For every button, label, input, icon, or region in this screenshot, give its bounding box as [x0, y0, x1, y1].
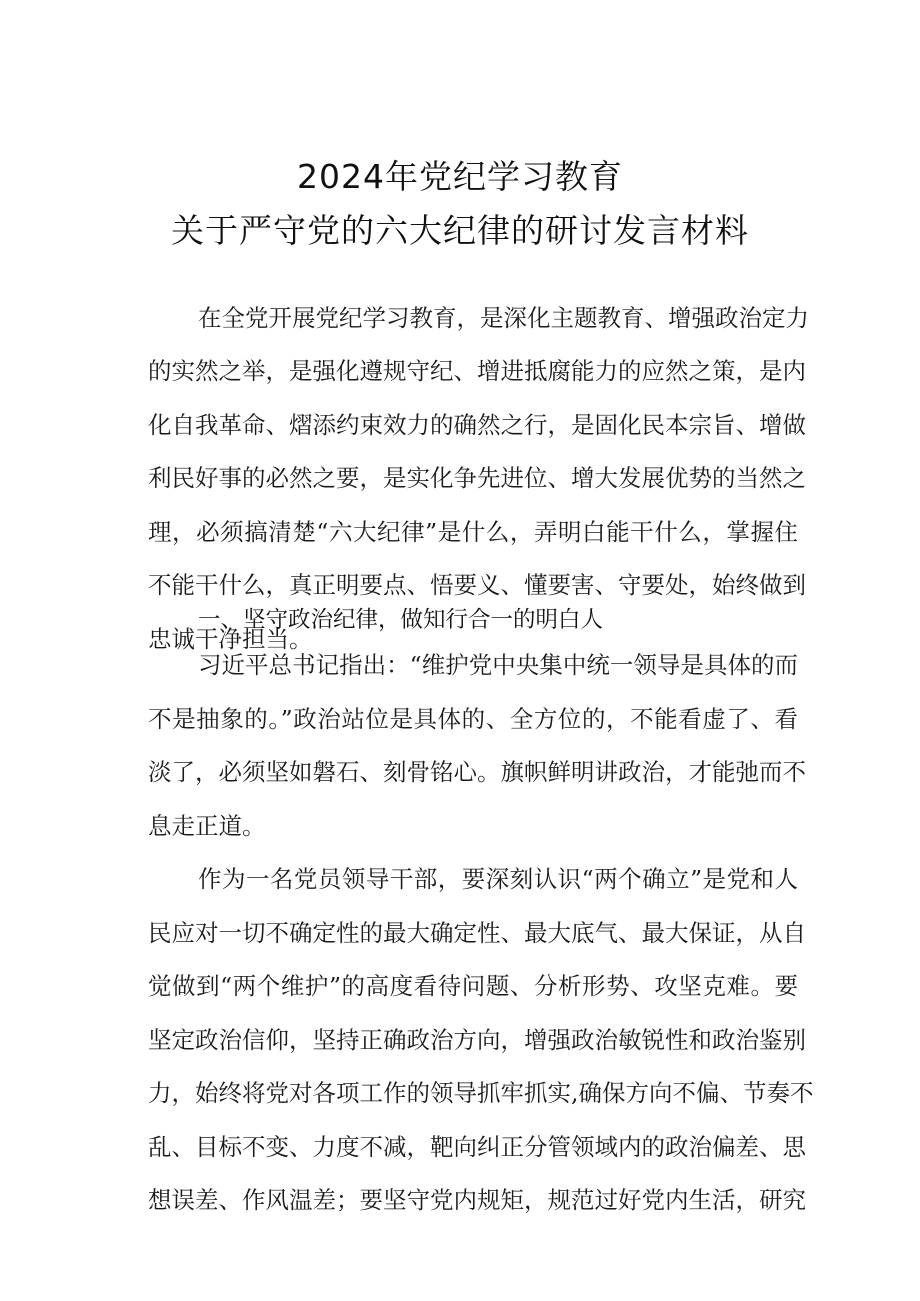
paragraph-3-line: 民应对一切不确定性的最大确定性、最大底气、最大保证，从自	[148, 919, 806, 947]
paragraph-1-line: 利民好事的必然之要，是实化争先进位、增大发展优势的当然之	[148, 464, 806, 492]
document-title-line-1: 2024年党纪学习教育	[297, 157, 623, 196]
paragraph-3-line: 觉做到“两个维护”的高度看待问题、分析形势、攻坚克难。要	[148, 972, 798, 1000]
paragraph-2-line: 不是抽象的。”政治站位是具体的、全方位的，不能看虚了、看	[148, 705, 798, 733]
paragraph-1-line: 的实然之举，是强化遵规守纪、增进抵腐能力的应然之策，是内	[148, 357, 806, 385]
document-title-line-2: 关于严守党的六大纪律的研讨发言材料	[171, 211, 749, 250]
paragraph-1-line: 忠诚干净担当。	[148, 625, 313, 653]
paragraph-3-line: 乱、目标不变、力度不减，靶向纠正分管领域内的政治偏差、思	[148, 1133, 806, 1161]
paragraph-2-line: 息走正道。	[148, 812, 266, 840]
paragraph-1-line: 在全党开展党纪学习教育，是深化主题教育、增强政治定力	[198, 304, 809, 332]
paragraph-3-line: 作为一名党员领导干部，要深刻认识“两个确立”是党和人	[198, 865, 798, 893]
section-1-heading: 一、坚守政治纪律，做知行合一的明白人	[198, 607, 604, 633]
paragraph-3-line: 坚定政治信仰，坚持正确政治方向，增强政治敏锐性和政治鉴别	[148, 1026, 806, 1054]
paragraph-1-line: 不能干什么，真正明要点、悟要义、懂要害、守要处，始终做到	[148, 571, 806, 599]
paragraph-2-line: 习近平总书记指出：“维护党中央集中统一领导是具体的而	[198, 651, 798, 679]
paragraph-1-line: 化自我革命、熠添约束效力的确然之行，是固化民本宗旨、增做	[148, 411, 806, 439]
paragraph-3-line: 想误差、作风温差；要坚守党内规矩，规范过好党内生活，研究	[148, 1186, 806, 1214]
paragraph-2-line: 淡了，必须坚如磐石、刻骨铭心。旗帜鲜明讲政治，才能弛而不	[148, 758, 806, 786]
paragraph-3-line: 力，始终将党对各项工作的领导抓牢抓实,确保方向不偏、节奏不	[148, 1079, 814, 1107]
paragraph-1-line: 理，必须搞清楚“六大纪律”是什么，弄明白能干什么，掌握住	[148, 518, 798, 546]
